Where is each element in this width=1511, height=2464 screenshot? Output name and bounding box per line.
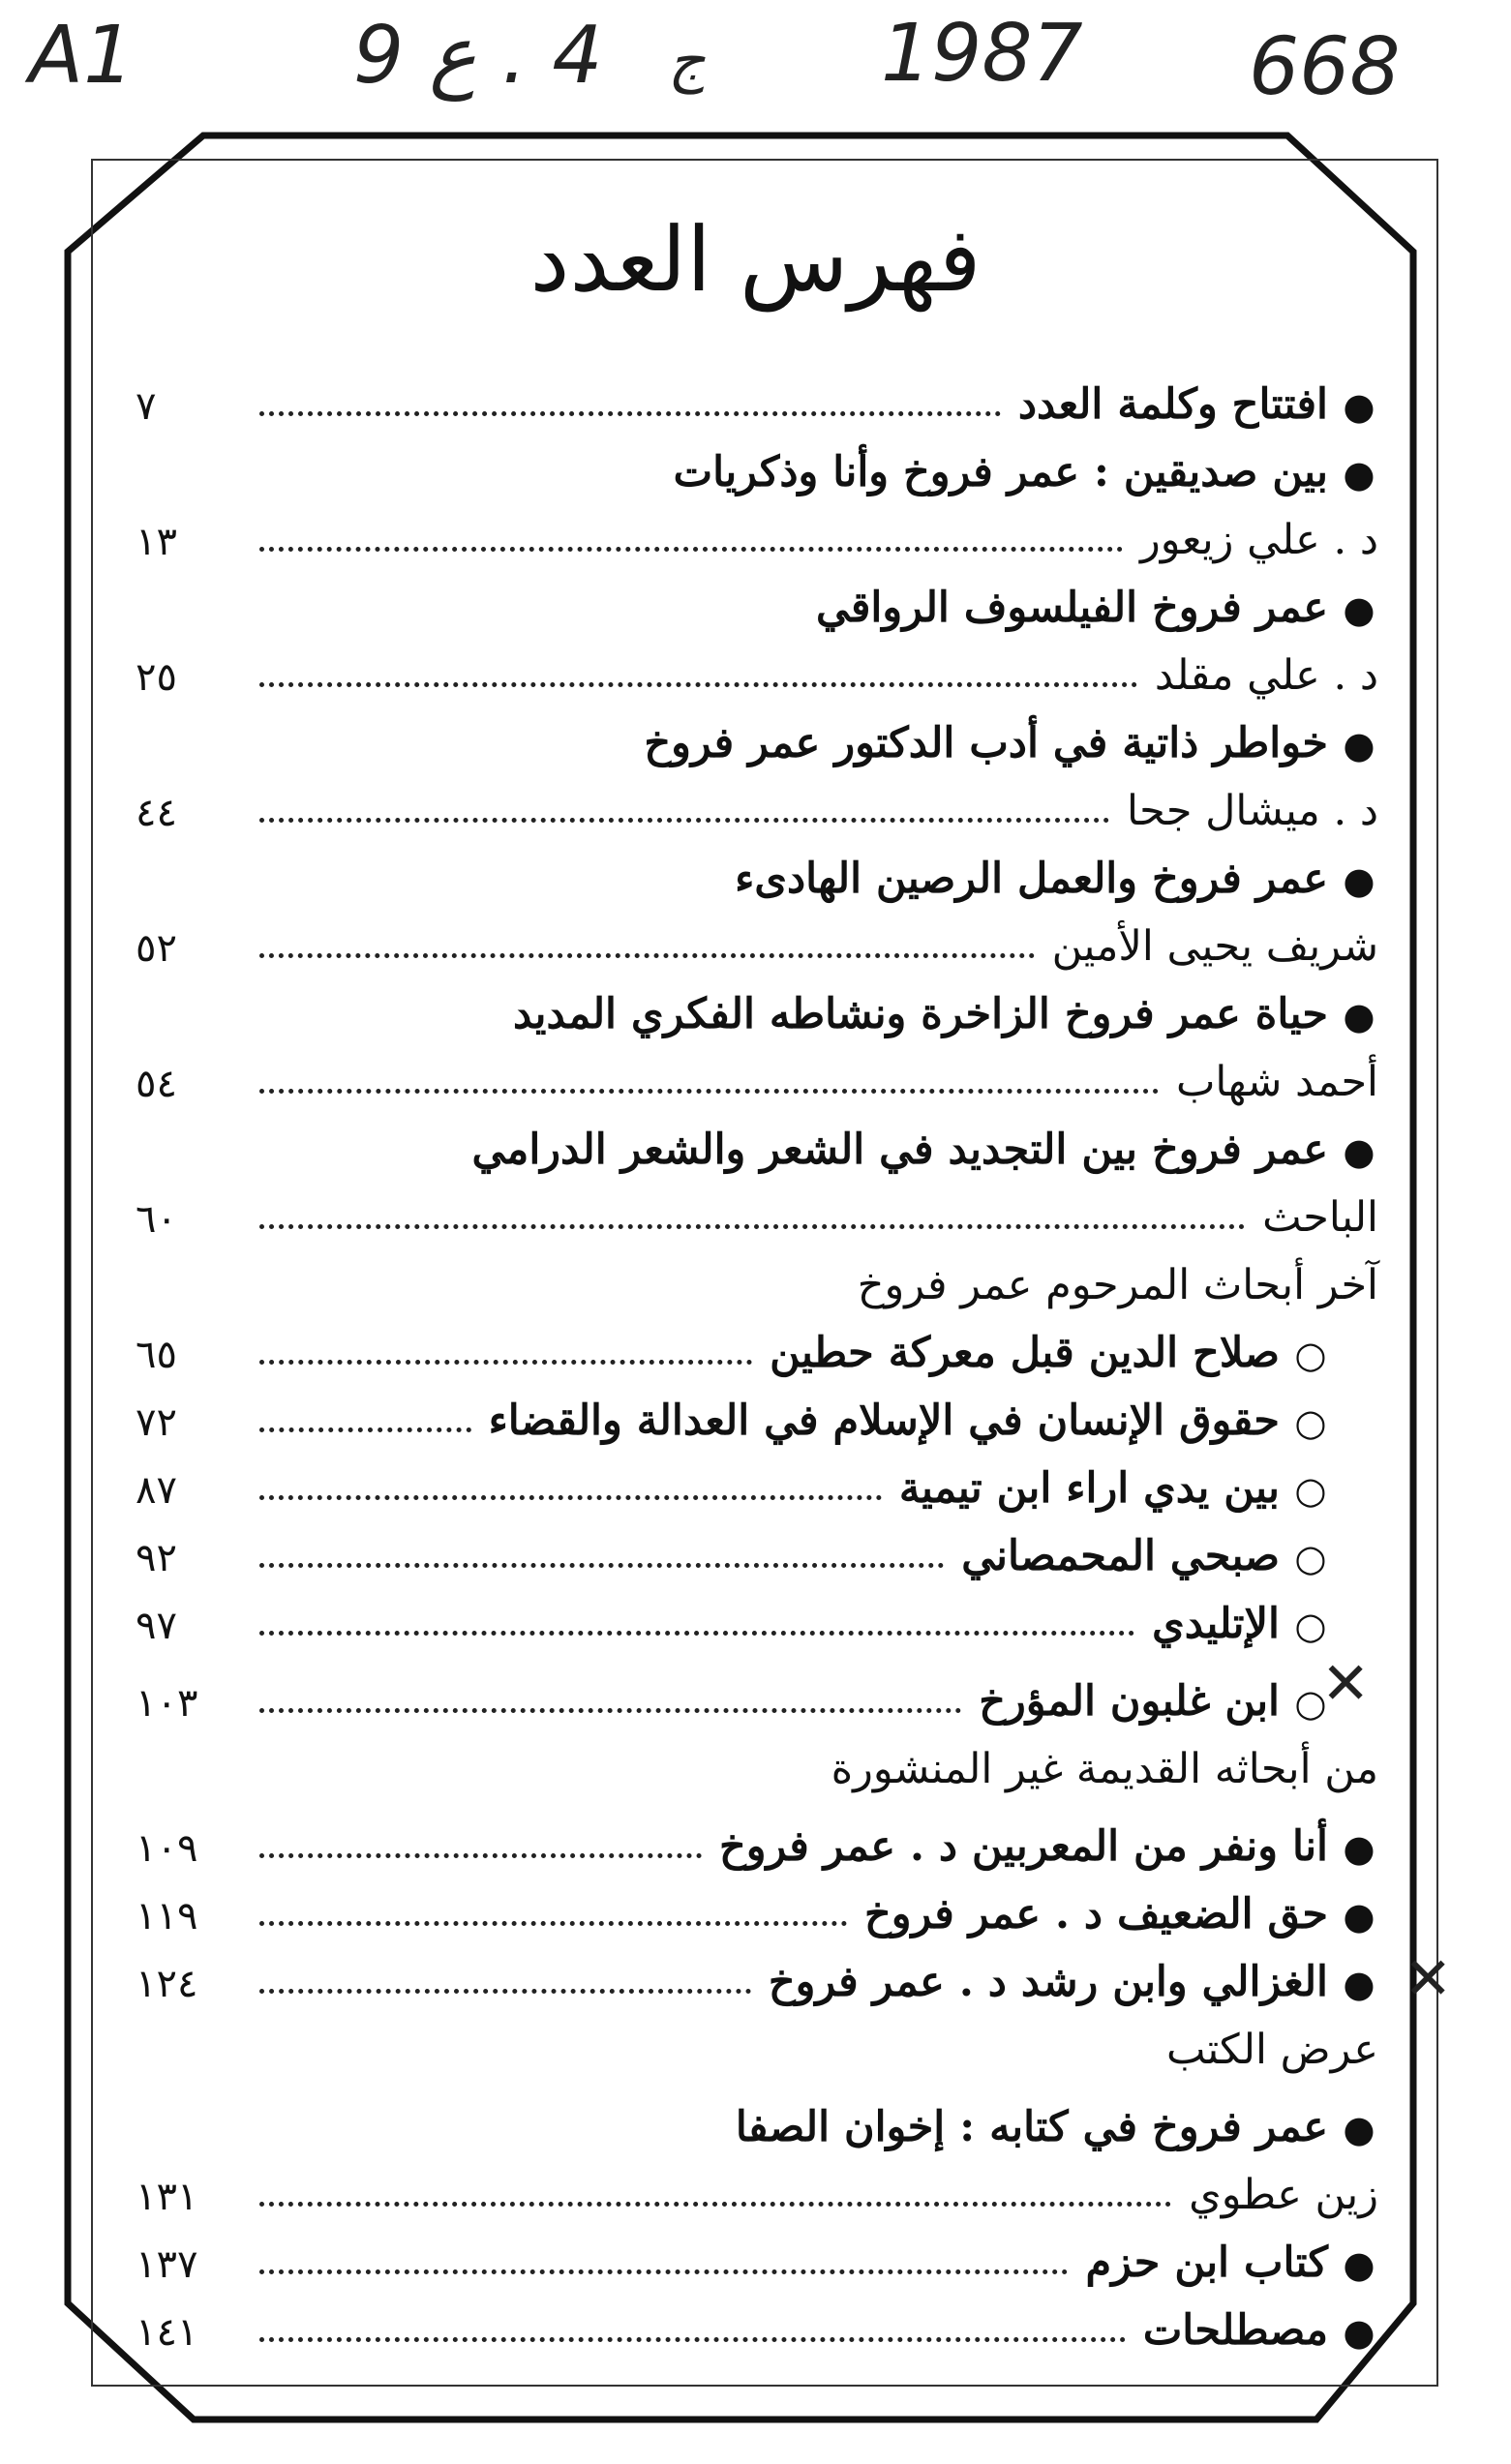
toc-page-number: ١٣٧ xyxy=(136,2242,198,2287)
circle-bullet-icon: ○ xyxy=(1294,1469,1327,1513)
dot-leader xyxy=(259,682,1137,687)
toc-row xyxy=(136,832,1384,902)
toc-entry-title: حق الضعيف د . عمر فروخ xyxy=(863,1889,1328,1938)
toc-entry-title: عمر فروخ في كتابه : إخوان الصفا xyxy=(735,2102,1328,2151)
dot-bullet-icon: ● xyxy=(1343,724,1375,767)
toc-page-number: ٧٢ xyxy=(136,1400,177,1445)
dot-leader xyxy=(259,1224,1245,1229)
toc-entry-title: آخر أبحاث المرحوم عمر فروخ xyxy=(857,1260,1378,1309)
toc-page-number: ١٣ xyxy=(136,520,177,564)
dot-bullet-icon: ● xyxy=(1343,385,1375,429)
dot-leader xyxy=(259,411,1001,416)
handwritten-code: A1 xyxy=(29,10,135,102)
dot-bullet-icon: ● xyxy=(1343,1827,1375,1871)
circle-bullet-icon: ○ xyxy=(1294,1334,1327,1377)
toc-page-number: ١٠٩ xyxy=(136,1826,198,1871)
dot-leader xyxy=(259,1853,702,1858)
toc-page-number: ٦٥ xyxy=(136,1333,177,1377)
toc-page-number: ١٤١ xyxy=(136,2310,198,2355)
handwritten-year: 1987 xyxy=(881,8,1083,100)
toc-entry-title: الباحث xyxy=(1262,1192,1378,1242)
dot-leader xyxy=(259,1708,961,1713)
dot-leader xyxy=(259,1360,752,1365)
toc-page-number: ٤٤ xyxy=(136,791,177,835)
toc-row xyxy=(136,2216,1384,2286)
toc-entry-title: افتتاح وكلمة العدد xyxy=(1017,379,1328,429)
toc-row xyxy=(136,2081,1384,2150)
toc-entry-title: د . علي زيعور xyxy=(1139,515,1378,564)
toc-entry-title: عرض الكتب xyxy=(1165,2025,1378,2074)
toc-page-number: ٩٧ xyxy=(136,1604,177,1648)
toc-entry-title: أنا ونفر من المعربين د . عمر فروخ xyxy=(718,1821,1328,1871)
toc-page-number: ٨٧ xyxy=(136,1468,177,1513)
toc-entry-title: أحمد شهاب xyxy=(1175,1057,1378,1106)
toc-row xyxy=(136,1800,1384,1870)
toc-row xyxy=(136,1239,1384,1308)
dot-leader xyxy=(259,1563,944,1568)
page-title: فهرس العدد xyxy=(529,208,982,312)
toc-row xyxy=(136,697,1384,766)
circle-bullet-icon: ○ xyxy=(1294,1605,1327,1648)
toc-entry-title: د . علي مقلد xyxy=(1154,650,1378,700)
toc-entry-title: عمر فروخ بين التجديد في الشعر والشعر الدرامي xyxy=(471,1125,1328,1174)
dot-leader xyxy=(259,2337,1126,2342)
dot-bullet-icon: ● xyxy=(1343,2311,1375,2355)
dot-bullet-icon: ● xyxy=(1343,453,1375,496)
toc-entry-title: د . ميشال جحا xyxy=(1127,786,1378,835)
toc-page-number: ١٣١ xyxy=(136,2175,198,2219)
circle-bullet-icon: ○ xyxy=(1294,1682,1327,1726)
toc-row xyxy=(136,765,1384,834)
toc-row xyxy=(136,494,1384,563)
cross-mark: ✕ xyxy=(1404,1945,1453,2013)
dot-leader xyxy=(259,1989,751,1994)
dot-bullet-icon: ● xyxy=(1343,1895,1375,1938)
toc-entry-title: الغزالي وابن رشد د . عمر فروخ xyxy=(768,1957,1328,2006)
dot-leader xyxy=(259,1631,1134,1636)
toc-page-number: ٥٤ xyxy=(136,1062,177,1106)
toc-entry-title: من أبحاثه القديمة غير المنشورة xyxy=(831,1744,1378,1793)
handwritten-number: 668 xyxy=(1249,21,1401,113)
toc-row xyxy=(136,1374,1384,1444)
dot-leader xyxy=(259,1427,471,1432)
toc-entry-title: بين يدي اراء ابن تيمية xyxy=(898,1463,1280,1513)
toc-entry-title: كتاب ابن حزم xyxy=(1085,2238,1328,2287)
toc-entry-title: حقوق الإنسان في الإسلام في العدالة والقضاء xyxy=(488,1396,1280,1445)
dot-leader xyxy=(259,1921,847,1926)
toc-entry-title: عمر فروخ والعمل الرصين الهادىء xyxy=(735,854,1328,903)
cross-mark: ✕ xyxy=(1321,1650,1371,1718)
toc-row xyxy=(136,426,1384,496)
toc-entry-title: بين صديقين : عمر فروخ وأنا وذكريات xyxy=(673,447,1328,496)
toc-row xyxy=(136,2148,1384,2218)
dot-bullet-icon: ● xyxy=(1343,1963,1375,2006)
circle-bullet-icon: ○ xyxy=(1294,1537,1327,1580)
toc-row xyxy=(136,1442,1384,1512)
toc-row xyxy=(136,561,1384,631)
toc-row xyxy=(136,900,1384,970)
toc-page-number: ١٢٤ xyxy=(136,1962,198,2006)
toc-entry-title: صبحي المحمصاني xyxy=(961,1531,1280,1580)
handwritten-issue: 4 . ع 9 xyxy=(353,10,603,102)
dot-bullet-icon: ● xyxy=(1343,1130,1375,1174)
toc-row xyxy=(136,1036,1384,1105)
dot-leader xyxy=(259,547,1123,552)
toc-row xyxy=(136,1171,1384,1241)
toc-row xyxy=(136,1307,1384,1376)
dot-leader xyxy=(259,2202,1171,2207)
toc-row xyxy=(136,2284,1384,2354)
toc-page-number: ١١٩ xyxy=(136,1894,198,1938)
dot-bullet-icon: ● xyxy=(1343,859,1375,903)
toc-row xyxy=(136,1510,1384,1579)
dot-bullet-icon: ● xyxy=(1343,588,1375,632)
dot-bullet-icon: ● xyxy=(1343,2243,1375,2287)
toc-row xyxy=(136,1723,1384,1792)
toc-row xyxy=(136,1655,1384,1725)
toc-row xyxy=(136,1103,1384,1173)
toc-row xyxy=(136,1578,1384,1647)
dot-bullet-icon: ● xyxy=(1343,995,1375,1038)
toc-entry-title: شريف يحيى الأمين xyxy=(1051,921,1378,971)
dot-leader xyxy=(259,953,1035,958)
toc-entry-title: عمر فروخ الفيلسوف الرواقي xyxy=(816,583,1328,632)
toc-row xyxy=(136,968,1384,1037)
dot-bullet-icon: ● xyxy=(1343,2108,1375,2151)
toc-entry-title: حياة عمر فروخ الزاخرة ونشاطه الفكري المديد xyxy=(512,989,1328,1038)
dot-leader xyxy=(259,818,1109,823)
handwritten-part: ج xyxy=(668,27,706,95)
toc-row xyxy=(136,629,1384,699)
toc-page-number: ٧ xyxy=(136,384,157,429)
toc-row xyxy=(136,1936,1384,2005)
toc-page-number: ٩٢ xyxy=(136,1536,177,1580)
toc-page-number: ٦٠ xyxy=(136,1197,177,1242)
toc-row xyxy=(136,2003,1384,2073)
toc-entry-title: صلاح الدين قبل معركة حطين xyxy=(770,1328,1280,1377)
toc-row xyxy=(136,1868,1384,1938)
dot-leader xyxy=(259,1495,882,1500)
dot-leader xyxy=(259,2269,1068,2274)
toc-page-number: ٥٢ xyxy=(136,926,177,971)
toc-entry-title: ابن غلبون المؤرخ xyxy=(979,1676,1280,1726)
toc-entry-title: مصطلحات xyxy=(1142,2305,1328,2355)
toc-entry-title: خواطر ذاتية في أدب الدكتور عمر فروخ xyxy=(644,718,1328,767)
circle-bullet-icon: ○ xyxy=(1294,1401,1327,1445)
dot-leader xyxy=(259,1089,1159,1094)
toc-row xyxy=(136,358,1384,428)
toc-page-number: ١٠٣ xyxy=(136,1681,198,1726)
toc-entry-title: الإتليدي xyxy=(1152,1599,1280,1648)
toc-page-number: ٢٥ xyxy=(136,655,177,700)
toc-entry-title: زين عطوي xyxy=(1189,2170,1378,2219)
